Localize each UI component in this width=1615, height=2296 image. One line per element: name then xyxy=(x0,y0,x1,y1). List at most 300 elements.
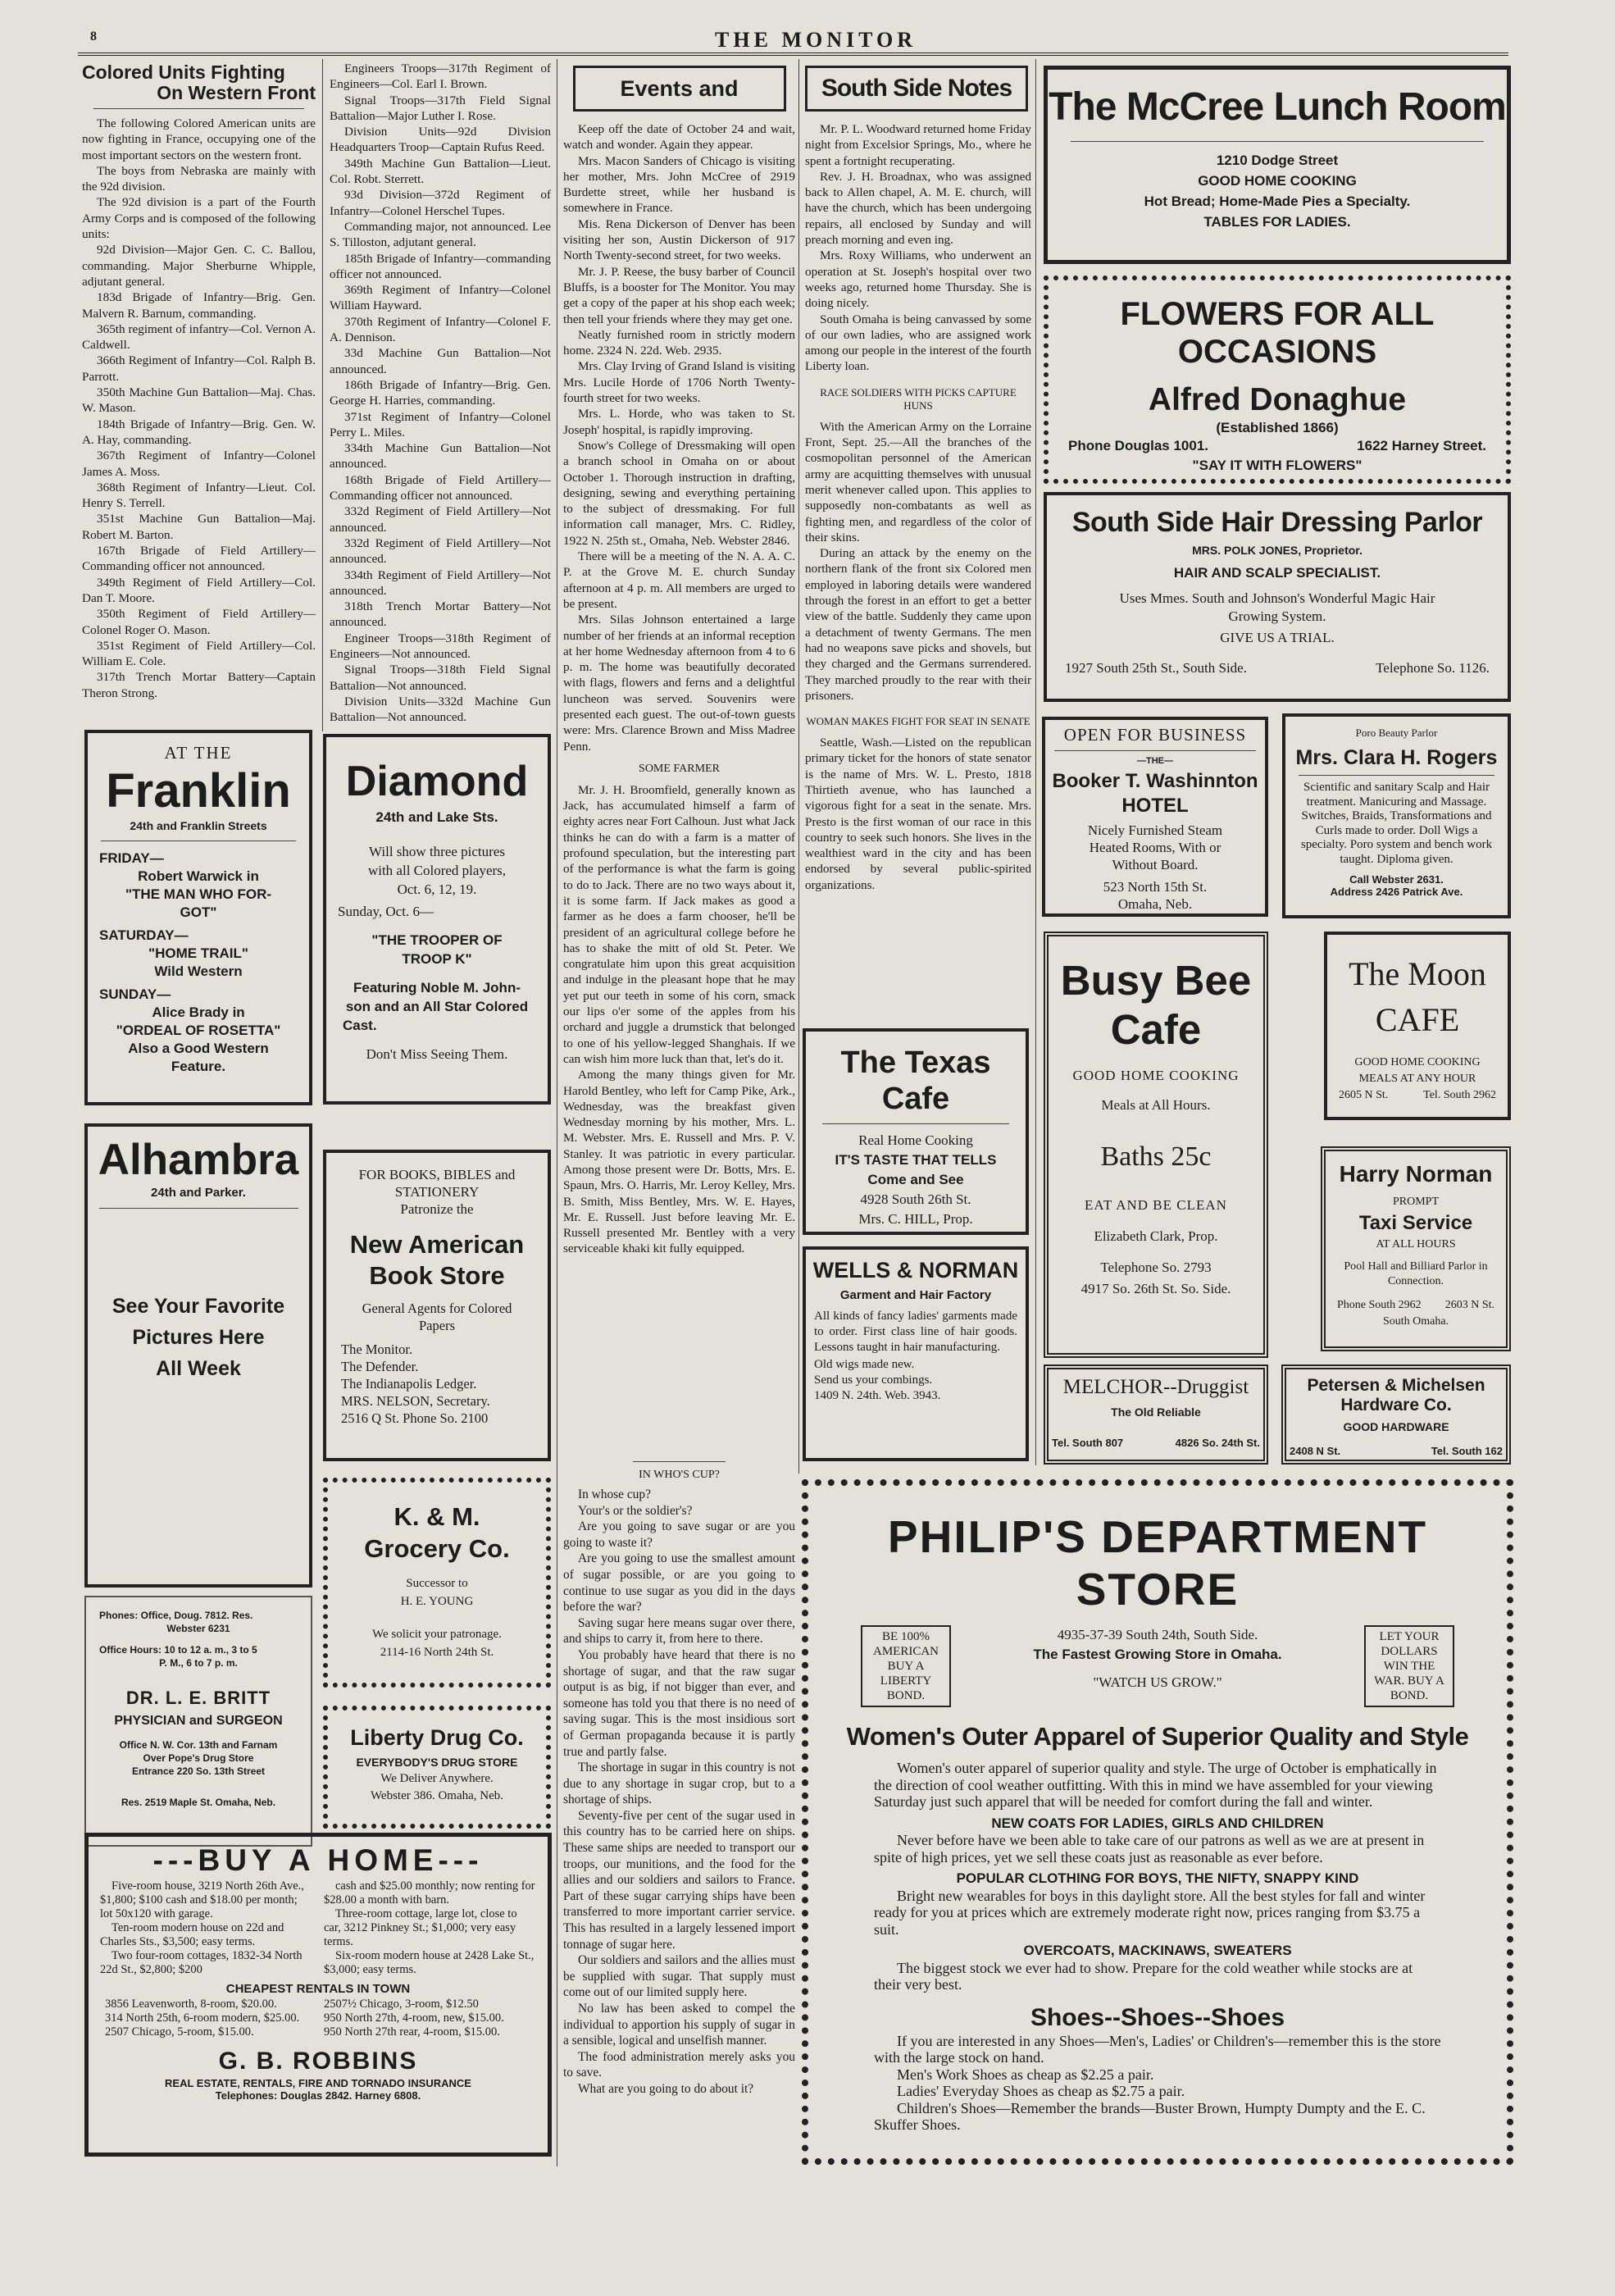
moon-name: CAFE xyxy=(1375,1001,1460,1038)
paragraph: In whose cup? xyxy=(578,1487,651,1501)
book-line: STATIONERY xyxy=(394,1184,480,1200)
diamond-line: son and an All Star Colored xyxy=(345,999,529,1014)
paragraph: Seattle, Wash.—Listed on the republican primary ticket for the honors of state senator is the name of Mrs. W. L. Presto, 1818 Thirtieth avenue, who has launched a vigorous fight for a seat in the senate. Mrs. Presto is the first woman of our race in this country to seek such honors. She lives in the wealthiest ward in the city and has been endorsed by several public-spirited organizations. xyxy=(805,736,1031,892)
paragraph: Our soldiers and sailors and the allies must be supplied with sugar. That supply must come out of our limited supply here. xyxy=(563,1953,795,2000)
paragraph: 332d Regiment of Field Artillery—Not announced. xyxy=(330,535,551,567)
hotel-line: Omaha, Neb. xyxy=(1117,896,1193,912)
texas-line: Come and See xyxy=(867,1172,964,1187)
km-name: K. & M. xyxy=(394,1502,480,1531)
woman-heading: WOMAN MAKES FIGHT FOR SEAT IN SENATE xyxy=(806,715,1030,728)
norman-line: AT ALL HOURS xyxy=(1376,1238,1456,1250)
divider xyxy=(101,840,296,841)
rental-item: 950 North 27th rear, 4-room, $15.00. xyxy=(324,2025,500,2039)
paragraph: 369th Regiment of Infantry—Colonel William Hayward. xyxy=(330,283,551,313)
bond-box-line: BUY A xyxy=(887,1660,925,1673)
race-heading: RACE SOLDIERS WITH PICKS CAPTURE HUNS xyxy=(820,385,1017,412)
masthead-title: THE MONITOR xyxy=(715,28,917,52)
paragraph: 371st Regiment of Infantry—Colonel Perry L. Miles. xyxy=(330,409,551,440)
paragraph: 350th Regiment of Field Artillery—Colonel Roger O. Mason. xyxy=(82,607,316,637)
paragraph: 183d Brigade of Infantry—Brig. Gen. Malvern R. Barnum, commanding. xyxy=(82,290,316,321)
paragraph: Mr. J. H. Broomfield, generally known as Jack, has accumulated himself a farm of eighty acres near Fort Calhoun. Just what Jack thinks he can do with a farm is a matter of profound speculation, but the interesting part of the performance is what the farm is going to do to Jack. There are no two ways about it, it is some farm. If Jack makes as good a farmer as he does a farm chooser, he'll be president of an agricultural college before he has to shake the mitt of old St. Peter. We congratulate him upon this great acquisition and indulge in the pleasant hope that he may yet put our teeth in some of his corn, smack our lips o'er some of the apples from his orchard and juggle a drumstick that belonged to one of his yellow-legged Shanghais. If we can wish him more luck than that, let's do it. xyxy=(563,782,795,1066)
paragraph: 367th Regiment of Infantry—Colonel James A. Moss. xyxy=(82,449,316,479)
paragraph: 317th Trench Mortar Battery—Captain Theron Strong. xyxy=(82,670,316,700)
article-heading xyxy=(82,62,316,103)
britt-line: P. M., 6 to 7 p. m. xyxy=(159,1657,238,1669)
hair-line: GIVE US A TRIAL. xyxy=(1220,630,1335,645)
paragraph: The boys from Nebraska are mainly with the 92d division. xyxy=(82,163,316,194)
paragraph: The shortage in sugar in this country is not due to any shortage in sugar crop, but to a shortage of ships. xyxy=(563,1761,795,1807)
ad-melchor xyxy=(1044,1364,1268,1465)
paragraph: South Omaha is being canvassed by some of our own ladies, who are assigned work among our people in the interest of the fourth Liberty loan. xyxy=(805,312,1031,374)
paragraph: Your's or the soldier's? xyxy=(578,1503,693,1518)
paragraph: Division Units—332d Machine Gun Battalion—Not announced. xyxy=(330,694,551,721)
paragraph: Mr. J. P. Reese, the busy barber of Council Bluffs, is a booster for The Monitor. You may get a copy of the paper at his shop each week; then tell your friends where they may get one. xyxy=(563,264,795,326)
book-line: Patronize the xyxy=(400,1201,474,1217)
rogers-line: Poro Beauty Parlor xyxy=(1355,727,1438,739)
philips-text: Men's Work Shoes as cheap as $2.25 a pair. xyxy=(897,2066,1154,2083)
hotel-line: 523 North 15th St. xyxy=(1103,879,1208,895)
hair-line: MRS. POLK JONES, Proprietor. xyxy=(1192,544,1363,557)
wells-line: 1409 N. 24th. Web. 3943. xyxy=(814,1389,941,1402)
paragraph: The food administration merely asks you to save. xyxy=(563,2049,795,2080)
bond-box-line: BOND. xyxy=(1390,1689,1429,1702)
philips-subheading: OVERCOATS, MACKINAWS, SWEATERS xyxy=(1023,1943,1292,1958)
ad-harry-norman xyxy=(1321,1146,1511,1351)
hair-line: Growing System. xyxy=(1228,608,1326,624)
philips-line: The Fastest Growing Store in Omaha. xyxy=(1033,1647,1282,1662)
philips-shoes-heading: Shoes--Shoes--Shoes xyxy=(1030,2003,1285,2031)
paragraph: 351st Machine Gun Battalion—Maj. Robert M. Barton. xyxy=(82,512,316,542)
flowers-established: (Established 1866) xyxy=(1216,420,1339,435)
heading-line: On Western Front xyxy=(157,82,316,103)
ad-alhambra xyxy=(84,1123,312,1588)
busybee-line: GOOD HOME COOKING xyxy=(1072,1068,1240,1083)
sugar-article xyxy=(563,1461,795,2183)
britt-line: Phones: Office, Doug. 7812. Res. xyxy=(99,1610,253,1621)
rogers-name: Mrs. Clara H. Rogers xyxy=(1295,746,1498,769)
alhambra-line: All Week xyxy=(156,1357,241,1380)
franklin-line: Alice Brady in xyxy=(152,1004,245,1020)
hair-line: HAIR AND SCALP SPECIALIST. xyxy=(1173,565,1381,581)
wells-line: Old wigs made new. xyxy=(814,1358,915,1371)
hotel-line: Nicely Furnished Steam xyxy=(1087,822,1223,838)
moon-phone: Tel. South 2962 xyxy=(1423,1089,1496,1101)
diamond-line: TROOP K" xyxy=(402,951,472,967)
busybee-line: Meals at All Hours. xyxy=(1101,1097,1211,1113)
paragraph: Signal Troops—317th Field Signal Battalion—Major Luther I. Rose. xyxy=(330,93,551,123)
franklin-line: FRIDAY— xyxy=(99,850,164,866)
woman-body xyxy=(805,735,1031,893)
robbins-line: REAL ESTATE, RENTALS, FIRE AND TORNADO INSURANCE xyxy=(165,2077,471,2089)
flowers-phone: Phone Douglas 1001. xyxy=(1068,438,1208,453)
paragraph: 350th Machine Gun Battalion—Maj. Chas. W. Mason. xyxy=(82,385,316,416)
busybee-line: 4917 So. 26th St. So. Side. xyxy=(1080,1281,1231,1296)
paragraph: 366th Regiment of Infantry—Col. Ralph B. Parrott. xyxy=(82,353,316,384)
paragraph: 318th Trench Mortar Battery—Not announced. xyxy=(330,599,551,630)
philips-line: 4935-37-39 South 24th, South Side. xyxy=(1057,1627,1258,1642)
article-body xyxy=(330,61,551,721)
hair-phone: Telephone So. 1126. xyxy=(1376,660,1490,676)
paragraph: Keep off the date of October 24 and wait, watch and wonder. Again they appear. xyxy=(563,122,795,153)
home-listing: Three-room cottage, large lot, close to car, 3212 Pinkney St.; $1,000; very easy terms. xyxy=(324,1907,517,1948)
rental-item: 3856 Leavenworth, 8-room, $20.00. xyxy=(105,1998,277,2011)
franklin-line: Also a Good Western xyxy=(128,1041,269,1056)
paragraph: 185th Brigade of Infantry—commanding officer not announced. xyxy=(330,251,551,281)
paragraph: During an attack by the enemy on the northern flank of the front six Colored men employed in laboring details were wandered through the forest in an effort to get a better view of the battle. Suddenly they came upon a detachment of twenty Germans. The men had no weapons save picks and shovels, but they charged and the Germans surrendered. They marched proudly to the rear with their prisoners. xyxy=(805,546,1031,703)
paragraph: Saving sugar here means sugar over there, and ships to carry it, from here to there. xyxy=(563,1615,795,1647)
south-side-heading-box xyxy=(805,66,1028,112)
home-listing: Six-room modern house at 2428 Lake St., $3,000; easy terms. xyxy=(324,1949,535,1976)
ad-wells-norman xyxy=(803,1246,1029,1461)
franklin-at: AT THE xyxy=(164,743,233,763)
paragraph: Mrs. Clay Irving of Grand Island is visiting Mrs. Lucile Horde of 1706 North Twenty-fourth street for two weeks. xyxy=(563,359,795,406)
bond-box-line: WAR. BUY A xyxy=(1374,1674,1444,1688)
diamond-line: Oct. 6, 12, 19. xyxy=(397,882,477,897)
hotel-line: —THE— xyxy=(1137,756,1173,766)
diamond-line: Cast. xyxy=(343,1018,377,1033)
busybee-baths: Baths 25c xyxy=(1100,1141,1212,1172)
ad-hair-parlor xyxy=(1044,492,1511,702)
column-divider xyxy=(322,59,323,731)
masthead-rule xyxy=(78,52,1508,56)
norman-line: PROMPT xyxy=(1392,1196,1440,1208)
liberty-name: Liberty Drug Co. xyxy=(350,1725,524,1750)
philips-text: Bright new wearables for boys in this daylight store. All the best styles for fall and winter ready for you at prices which are extremely moderate right now, prices ranging from $3.75 a suit. xyxy=(874,1887,1426,1938)
bond-box-right xyxy=(1364,1625,1454,1707)
paragraph: Mrs. L. Horde, who was taken to St. Joseph' hospital, is rapidly improving. xyxy=(563,407,795,437)
ad-hotel xyxy=(1042,717,1268,917)
divider xyxy=(1054,750,1257,751)
page-number: 8 xyxy=(90,30,101,43)
paragraph: Mis. Rena Dickerson of Denver has been visiting her son, Austin Dickerson of 917 North Twenty-second street, for two weeks. xyxy=(563,216,795,263)
bond-box-line: LET YOUR xyxy=(1379,1630,1440,1643)
paragraph: Rev. J. H. Broadnax, who was assigned back to Allen chapel, A. M. E. church, will have the church, which has been undergoing repairs, all enclosed by Sunday and will preach morning and even ing. xyxy=(805,169,1031,248)
book-name: Book Store xyxy=(369,1261,505,1290)
book-line: Papers xyxy=(419,1318,455,1333)
paragraph: 184th Brigade of Infantry—Brig. Gen. W. A. Hay, commanding. xyxy=(82,417,316,447)
paragraph: 92d Division—Major Gen. C. C. Ballou, commanding. Major Sherburne Whipple, adjutant general. xyxy=(82,243,316,289)
norman-line: South Omaha. xyxy=(1382,1315,1449,1328)
philips-text: Never before have we been able to take care of our patrons as well as we are at present in spite of high prices, yet we sell these coats just as reasonable as ever before. xyxy=(874,1832,1425,1866)
texas-line: IT'S TASTE THAT TELLS xyxy=(835,1152,997,1168)
book-line: General Agents for Colored xyxy=(362,1301,512,1316)
paragraph: Engineers Troops—317th Regiment of Engineers—Col. Earl I. Brown. xyxy=(330,61,551,92)
mccree-name: The McCree Lunch Room xyxy=(1049,85,1506,129)
paragraph: Snow's College of Dressmaking will open a branch school in Omaha on or about October 1. Thorough instruction in drafting, designing, sewing and everything pertaining to the subject of dressmaking. For full information call manager, Mrs. C. Ridley, 1922 N. 25th st., Omaha, Neb. Webster 2846. xyxy=(563,438,795,548)
ad-busy-bee xyxy=(1044,932,1268,1358)
britt-line: Office N. W. Cor. 13th and Farnam xyxy=(119,1739,278,1751)
diamond-name: Diamond xyxy=(345,758,529,805)
philips-text: Ladies' Everyday Shoes as cheap as $2.75 a pair. xyxy=(897,2083,1185,2099)
hair-line: Uses Mmes. South and Johnson's Wonderful Magic Hair xyxy=(1119,590,1435,606)
events-column xyxy=(563,66,795,1460)
franklin-line: Robert Warwick in xyxy=(138,868,259,884)
south-side-heading: South Side Notes xyxy=(821,75,1012,102)
paragraph: 370th Regiment of Infantry—Colonel F. A. Dennison. xyxy=(330,314,551,345)
bond-box-line: BE 100% xyxy=(882,1630,930,1643)
robbins-name: G. B. ROBBINS xyxy=(218,2048,418,2075)
ad-diamond xyxy=(323,734,551,1105)
sugar-heading: IN WHO'S CUP? xyxy=(639,1469,720,1481)
home-listing: Ten-room modern house on 22d and Charles Sts., $3,500; easy terms. xyxy=(100,1921,284,1948)
book-line: The Indianapolis Ledger. xyxy=(341,1376,477,1392)
book-line: FOR BOOKS, BIBLES and xyxy=(358,1167,516,1182)
paragraph: 349th Regiment of Field Artillery—Col. Dan T. Moore. xyxy=(82,575,316,605)
philips-subheading: NEW COATS FOR LADIES, GIRLS AND CHILDREN xyxy=(991,1815,1324,1831)
bond-box-line: BOND. xyxy=(886,1689,926,1702)
moon-line: GOOD HOME COOKING xyxy=(1354,1056,1481,1068)
philips-text: Children's Shoes—Remember the brands—Buster Brown, Humpty Dumpty and the E. C. Skuffer Shoes. xyxy=(874,2099,1426,2133)
paragraph: Mrs. Roxy Williams, who underwent an operation at St. Joseph's hospital over two weeks ago, returned home Thursday. She is doing nicely. xyxy=(805,248,1031,311)
petersen-address: 2408 N St. xyxy=(1290,1445,1341,1457)
norman-address: 2603 N St. xyxy=(1444,1299,1494,1311)
diamond-line: with all Colored players, xyxy=(367,863,507,878)
alhambra-address: 24th and Parker. xyxy=(151,1186,246,1200)
south-side-body xyxy=(805,121,1031,375)
divider xyxy=(1071,141,1484,142)
paragraph: You probably have heard that there is no shortage of sugar, and that the raw sugar output is as big, if not bigger than ever, and someone has told you that there is no need of saving sugar. This is the most insidious sort of German propaganda because it is partly true and partly false. xyxy=(563,1647,795,1759)
paragraph: Among the many things given for Mr. Harold Bentley, who left for Camp Pike, Ark., Wednesday, was the breakfast given Wednesday morning by his mother, Mrs. L. M. Webster. Mrs. E. Russell and Mrs. P. V. Stanley. It was patriotic in every particular. Among those present were Dr. Botts, Mrs. E. Spaun, Mrs. O. Harris, Mr. Leroy Kelley, Mrs. B. Smith, Miss Bentley, Mrs. W. E. Hayes, Mr. E. Russell. Just before leaving Mr. E. Russell presented Mr. Bentley with a very serviceable khaki kit fully equipped. xyxy=(563,1068,795,1256)
paragraph: 33d Machine Gun Battalion—Not announced. xyxy=(330,346,551,376)
britt-line: Entrance 220 So. 13th Street xyxy=(131,1765,266,1777)
rent-heading: CHEAPEST RENTALS IN TOWN xyxy=(225,1982,411,1996)
philips-name: PHILIP'S DEPARTMENT STORE xyxy=(887,1511,1428,1615)
home-listings-right xyxy=(324,1879,536,1977)
divider xyxy=(633,1461,726,1462)
south-side-column xyxy=(805,66,1031,1017)
paragraph: Engineer Troops—318th Regiment of Engineers—Not announced. xyxy=(330,631,551,661)
liberty-line: We Deliver Anywhere. xyxy=(380,1772,494,1785)
britt-name: DR. L. E. BRITT xyxy=(125,1688,271,1708)
franklin-line: "HOME TRAIL" xyxy=(148,945,248,961)
paragraph: 167th Brigade of Field Artillery—Commanding officer not announced. xyxy=(82,544,316,574)
franklin-line: SATURDAY— xyxy=(99,927,189,943)
paragraph: 332d Regiment of Field Artillery—Not announced. xyxy=(330,504,551,535)
paragraph: 93d Division—372d Regiment of Infantry—Colonel Herschel Tupes. xyxy=(330,188,551,218)
flowers-name: Alfred Donaghue xyxy=(1148,382,1407,417)
article-continued xyxy=(330,61,551,721)
paragraph: No law has been asked to compel the individual to apportion his supply of sugar in a sensible, logical and unselfish manner. xyxy=(563,2002,795,2048)
flowers-address: 1622 Harney Street. xyxy=(1357,438,1486,453)
franklin-address: 24th and Franklin Streets xyxy=(130,819,267,832)
norman-phone: Phone South 2962 xyxy=(1337,1299,1422,1311)
farmer-heading: SOME FARMER xyxy=(639,762,720,775)
events-body xyxy=(563,121,795,754)
home-listing: Five-room house, 3219 North 26th Ave., $1,800; $100 cash and $18.00 per month; lot 50x120 with garage. xyxy=(100,1879,304,1920)
ad-franklin xyxy=(84,730,312,1105)
rental-item: 2507½ Chicago, 3-room, $12.50 xyxy=(324,1998,479,2011)
philips-line: "WATCH US GROW." xyxy=(1093,1674,1222,1690)
norman-name: Harry Norman xyxy=(1339,1161,1493,1187)
events-heading: Events and xyxy=(620,76,739,101)
paragraph: 168th Brigade of Field Artillery—Commanding officer not announced. xyxy=(330,472,551,503)
sugar-body xyxy=(563,1487,795,2098)
diamond-address: 24th and Lake Sts. xyxy=(375,809,498,825)
ad-mccree xyxy=(1044,66,1511,264)
ad-rogers xyxy=(1282,713,1511,918)
divider xyxy=(93,108,304,109)
rental-item: 314 North 25th, 6-room modern, $25.00. xyxy=(105,2011,300,2025)
bond-box-line: DOLLARS xyxy=(1381,1645,1438,1658)
diamond-line: Sunday, Oct. 6— xyxy=(338,904,434,919)
franklin-line: GOT" xyxy=(180,904,217,920)
busybee-name: Cafe xyxy=(1110,1006,1202,1053)
franklin-line: SUNDAY— xyxy=(99,986,171,1002)
franklin-name: Franklin xyxy=(106,764,291,818)
diamond-line: Don't Miss Seeing Them. xyxy=(366,1046,508,1062)
paragraph: 349th Machine Gun Battalion—Lieut. Col. Robt. Sterrett. xyxy=(330,156,551,187)
km-name: Grocery Co. xyxy=(364,1534,510,1563)
ad-liberty-drug xyxy=(323,1706,551,1829)
hotel-name: HOTEL xyxy=(1121,795,1189,817)
philips-text: If you are interested in any Shoes—Men's, Ladies' or Children's—remember this is the store with the large stock on hand. xyxy=(874,2032,1441,2066)
britt-line: Over Pope's Drug Store xyxy=(143,1752,254,1764)
petersen-name: Hardware Co. xyxy=(1340,1396,1452,1414)
texas-line: 4928 South 26th St. xyxy=(860,1191,971,1207)
paragraph: 334th Regiment of Field Artillery—Not announced. xyxy=(330,567,551,598)
book-name: New American xyxy=(349,1230,525,1259)
diamond-line: Will show three pictures xyxy=(369,844,505,859)
diamond-line: "THE TROOPER OF xyxy=(371,932,503,948)
ad-petersen xyxy=(1281,1364,1511,1465)
bond-box-left xyxy=(861,1625,951,1707)
rogers-line: Address 2426 Patrick Ave. xyxy=(1330,886,1463,898)
home-listings-left xyxy=(100,1879,312,1977)
rental-item: 950 North 27th, 4-room, new, $15.00. xyxy=(324,2011,504,2025)
melchor-phone: Tel. South 807 xyxy=(1052,1437,1124,1449)
philips-headline: Women's Outer Apparel of Superior Quality and Style xyxy=(846,1722,1469,1751)
heading-line: Colored Units Fighting xyxy=(82,62,285,83)
km-line: We solicit your patronage. xyxy=(372,1628,502,1641)
flowers-line: OCCASIONS xyxy=(1177,334,1377,370)
paragraph: Division Units—92d Division Headquarters Troop—Captain Rufus Reed. xyxy=(330,125,551,155)
ad-texas-cafe xyxy=(803,1028,1029,1235)
mccree-line: GOOD HOME COOKING xyxy=(1198,173,1357,189)
norman-line: Connection. xyxy=(1387,1275,1444,1287)
hotel-line: Without Board. xyxy=(1112,857,1199,872)
article-colored-units xyxy=(82,62,316,727)
ad-km-grocery xyxy=(323,1478,551,1688)
paragraph: 334th Machine Gun Battalion—Not announced. xyxy=(330,441,551,472)
paragraph: 186th Brigade of Infantry—Brig. Gen. George H. Harries, commanding. xyxy=(330,377,551,408)
rentals-list xyxy=(89,1996,548,2039)
hotel-line: OPEN FOR BUSINESS xyxy=(1063,725,1247,745)
wells-subtitle: Garment and Hair Factory xyxy=(839,1288,992,1302)
ad-flowers xyxy=(1044,276,1511,484)
paragraph: Commanding major, not announced. Lee S. Tilloston, adjutant general. xyxy=(330,219,551,250)
texas-line: Mrs. C. HILL, Prop. xyxy=(858,1211,973,1227)
km-line: H. E. YOUNG xyxy=(400,1595,474,1608)
paragraph: 365th regiment of infantry—Col. Vernon A. Caldwell. xyxy=(82,321,316,353)
book-line: MRS. NELSON, Secretary. xyxy=(341,1393,490,1409)
franklin-line: "THE MAN WHO FOR- xyxy=(125,886,272,902)
franklin-line: Wild Western xyxy=(154,963,243,979)
book-line: The Defender. xyxy=(341,1359,419,1374)
mccree-line: Hot Bread; Home-Made Pies a Specialty. xyxy=(1144,194,1411,209)
paragraph: With the American Army on the Lorraine Front, Sept. 25.—All the branches of the cosmopolitan personnel of the American army are acquitting themselves with unusual merit whenever called upon. This applies to supposedly non-combatants as well as fighting men, and regardless of the color of their skins. xyxy=(805,419,1031,544)
paragraph: The following Colored American units are now fighting in France, occupying one of the most important sectors on the western front. xyxy=(82,116,316,162)
masthead xyxy=(49,28,1582,52)
hotel-line: Heated Rooms, With or xyxy=(1089,840,1221,855)
petersen-phone: Tel. South 162 xyxy=(1431,1445,1503,1457)
ad-book-store xyxy=(323,1150,551,1461)
hair-name: South Side Hair Dressing Parlor xyxy=(1071,507,1483,538)
melchor-name: MELCHOR--Druggist xyxy=(1062,1376,1249,1398)
bond-box-line: AMERICAN xyxy=(872,1645,939,1658)
britt-title: PHYSICIAN and SURGEON xyxy=(114,1714,283,1728)
britt-line: Webster 6231 xyxy=(166,1623,230,1634)
mccree-line: 1210 Dodge Street xyxy=(1216,153,1339,168)
paragraph: Signal Troops—318th Field Signal Battalion—Not announced. xyxy=(330,663,551,693)
divider xyxy=(99,1208,298,1209)
norman-line: Pool Hall and Billiard Parlor in xyxy=(1344,1260,1488,1273)
events-heading-box xyxy=(573,66,786,112)
robbins-line: Telephones: Douglas 2842. Harney 6808. xyxy=(215,2089,421,2102)
home-listing: Two four-room cottages, 1832-34 North 22d St., $2,800; $200 xyxy=(100,1949,303,1976)
petersen-name: Petersen & Michelsen xyxy=(1307,1376,1485,1395)
book-line: The Monitor. xyxy=(341,1342,413,1357)
home-listing: cash and $25.00 monthly; now renting for $28.00 a month with barn. xyxy=(324,1879,535,1906)
mccree-line: TABLES FOR LADIES. xyxy=(1203,214,1351,230)
texas-name: The Texas Cafe xyxy=(840,1046,991,1116)
moon-line: MEALS AT ANY HOUR xyxy=(1358,1073,1476,1085)
moon-address: 2605 N St. xyxy=(1339,1089,1389,1101)
rogers-line: Call Webster 2631. xyxy=(1349,873,1444,886)
petersen-line: GOOD HARDWARE xyxy=(1343,1420,1449,1433)
paragraph: Mr. P. L. Woodward returned home Friday night from Excelsior Springs, Mo., where he spent a fortnight recuperating. xyxy=(805,122,1031,168)
farmer-body xyxy=(563,782,795,1257)
bond-box-line: LIBERTY xyxy=(880,1674,932,1688)
busybee-line: Telephone So. 2793 xyxy=(1100,1260,1212,1275)
philips-text: Women's outer apparel of superior quality and style. The urge of October is emphatically in the direction of cool weather outfitting. With this in mind we have assembled for your viewing Saturday just such apparel that will be needed for comfort during the fall and winter. xyxy=(874,1760,1437,1810)
home-heading: ---BUY A HOME--- xyxy=(152,1843,484,1877)
paragraph: 351st Regiment of Field Artillery—Col. William E. Cole. xyxy=(82,638,316,669)
paragraph: Mrs. Silas Johnson entertained a large number of her friends at an informal reception at her home Wednesday afternoon from 4 to 6 p. m. The home was beautifully decorated with flags, flowers and ferns and a delightful luncheon was served. Souvenirs were presented each guest. The out-of-town guests were: Mrs. Clarence Brown and Miss Madree Penn. xyxy=(563,613,795,754)
liberty-line: EVERYBODY'S DRUG STORE xyxy=(356,1756,518,1769)
hotel-name: Booker T. Washinnton xyxy=(1052,770,1258,792)
paragraph: 368th Regiment of Infantry—Lieut. Col. Henry S. Terrell. xyxy=(82,480,316,511)
wells-text: All kinds of fancy ladies' garments made to order. First class line of hair goods. Lessons taught in hair manufacturing. xyxy=(814,1310,1017,1354)
paragraph: The 92d division is a part of the Fourth Army Corps and is composed of the following units: xyxy=(82,195,316,242)
alhambra-line: Pictures Here xyxy=(132,1326,265,1349)
km-line: Successor to xyxy=(406,1577,468,1590)
km-line: 2114-16 North 24th St. xyxy=(380,1646,494,1659)
book-line: 2516 Q St. Phone So. 2100 xyxy=(341,1410,489,1426)
melchor-address: 4826 So. 24th St. xyxy=(1175,1437,1260,1449)
column-divider xyxy=(1035,59,1036,1465)
paragraph: Seventy-five per cent of the sugar used in this country has to be carried here on ships. These same ships are needed to transport our troops, our munitions, and the food for the allies and our soldiers and sailors to France. Part of these sugar carrying ships have been transferred to more important carrier service. This has resulted in a largely lessened import tonnage of sugar here. xyxy=(563,1808,795,1952)
philips-text: The biggest stock we ever had to show. Prepare for the cold weather while stocks are at their very best. xyxy=(874,1959,1413,1993)
hair-address: 1927 South 25th St., South Side. xyxy=(1065,660,1247,676)
ad-moon-cafe xyxy=(1324,932,1511,1120)
texas-line: Real Home Cooking xyxy=(858,1132,973,1148)
paragraph: Mrs. Macon Sanders of Chicago is visiting her mother, Mrs. John McCree of 2919 Burdette street, while her husband is somewhere in France. xyxy=(563,153,795,216)
ad-buy-a-home xyxy=(84,1833,552,2157)
rental-item: 2507 Chicago, 5-room, $15.00. xyxy=(105,2025,254,2039)
alhambra-name: Alhambra xyxy=(98,1136,299,1184)
franklin-line: "ORDEAL OF ROSETTA" xyxy=(116,1023,281,1038)
busybee-line: Elizabeth Clark, Prop. xyxy=(1094,1228,1218,1244)
rogers-text: Scientific and sanitary Scalp and Hair treatment. Manicuring and Massage. Switches, Braids, Transformations and Curls made to order. Doll Wigs a specialty. Poro system and bench work taught. Diploma given. xyxy=(1300,781,1493,866)
column-divider xyxy=(798,59,799,1474)
ad-dr-britt xyxy=(84,1596,312,1847)
diamond-line: Featuring Noble M. John- xyxy=(353,980,521,995)
busybee-line: EAT AND BE CLEAN xyxy=(1085,1197,1227,1213)
wells-line: Send us your combings. xyxy=(814,1374,933,1387)
moon-name: The Moon xyxy=(1349,955,1486,992)
britt-line: Office Hours: 10 to 12 a. m., 3 to 5 xyxy=(99,1644,257,1656)
race-body xyxy=(805,419,1031,704)
